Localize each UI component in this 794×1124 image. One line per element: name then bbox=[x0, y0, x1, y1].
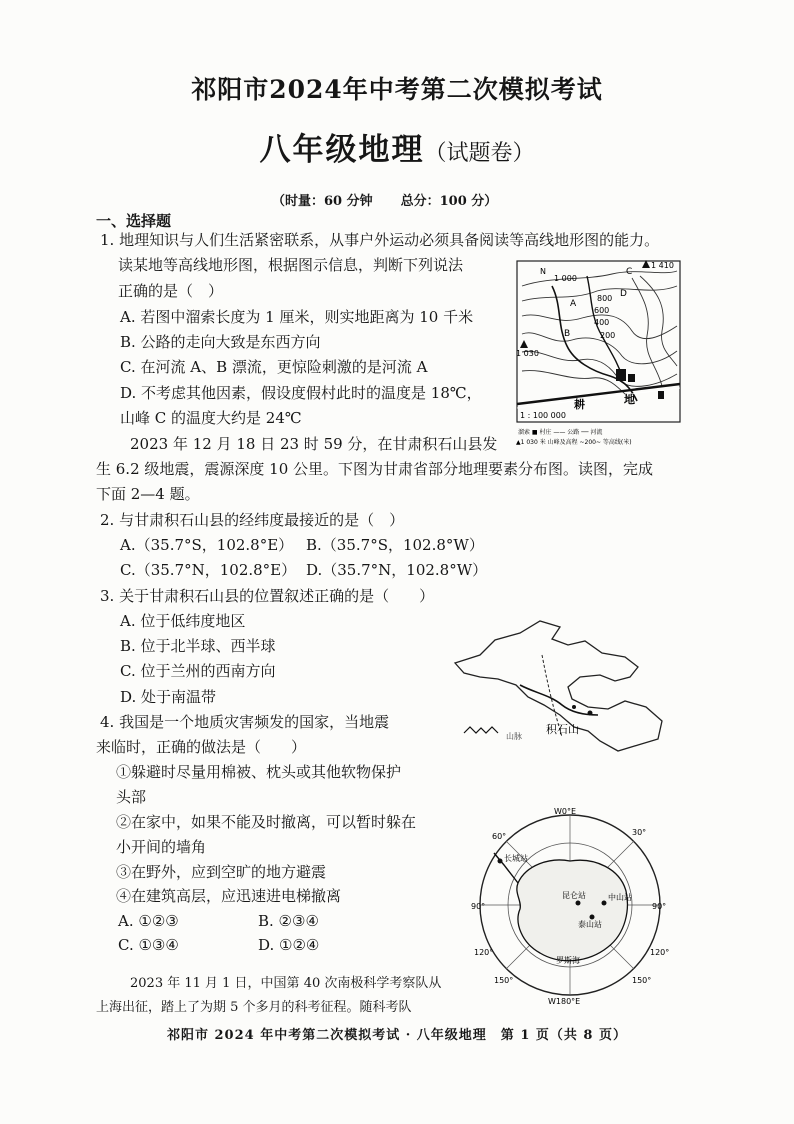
q2-option-c: C.（35.7°N，102.8°E） bbox=[120, 561, 297, 579]
q3-option-a: A. 位于低纬度地区 bbox=[120, 612, 246, 630]
meridian-150-east: 150° bbox=[632, 976, 652, 985]
passage1-line2: 生 6.2 级地震，震源深度 10 公里。下图为甘肃省部分地理要素分布图。读图，完成 bbox=[96, 460, 654, 478]
passage1-line3: 下面 2—4 题。 bbox=[96, 485, 200, 503]
meridian-120-west: 120° bbox=[474, 948, 494, 957]
q4-option-c: C. ①③④ bbox=[118, 936, 179, 954]
map-legend-1: 溜索 ■ 村庄 —— 公路 ── 河流 bbox=[518, 429, 603, 436]
map-legend-2: ▲1 030 米 山峰及高程 ~200~ 等高线(米) bbox=[516, 439, 632, 446]
q1-stem-line3: 正确的是（ ） bbox=[118, 282, 224, 300]
station-kunlun: 昆仑站 bbox=[562, 891, 586, 900]
meridian-90-west: 90° bbox=[471, 902, 486, 911]
q1-option-c: C. 在河流 A、B 漂流，更惊险刺激的是河流 A bbox=[120, 358, 428, 376]
q4-stem-line2: 来临时，正确的做法是（ ） bbox=[96, 738, 307, 756]
meridian-180: W180°E bbox=[548, 997, 581, 1005]
q3-option-b: B. 位于北半球、西半球 bbox=[120, 637, 276, 655]
q4-item-2: ②在家中，如果不能及时撤离，可以暂时躲在 bbox=[116, 813, 417, 831]
subject-suffix: （试题卷） bbox=[424, 141, 535, 166]
q1-option-a: A. 若图中溜索长度为 1 厘米，则实地距离为 10 千米 bbox=[120, 308, 474, 326]
gansu-label-mountain: 山脉 bbox=[506, 732, 522, 741]
map-north: N bbox=[540, 267, 546, 276]
station-zhongshan: 中山站 bbox=[608, 893, 632, 902]
gansu-label-jishishan: 积石山 bbox=[546, 723, 579, 736]
meridian-60: 60° bbox=[492, 832, 507, 841]
antarctica-map bbox=[470, 805, 670, 1005]
meridian-0: W0°E bbox=[554, 807, 577, 816]
subject-title bbox=[0, 124, 794, 169]
q4-item-4: ④在建筑高层，应迅速进电梯撤离 bbox=[116, 887, 342, 905]
map-left-elev: 1 030 bbox=[516, 349, 539, 358]
q3-option-d: D. 处于南温带 bbox=[120, 688, 217, 706]
map-elev-1000: 1 000 bbox=[554, 274, 577, 283]
time-limit: （时量：60 分钟 bbox=[272, 194, 373, 209]
meridian-150-west: 150° bbox=[494, 976, 514, 985]
q3-option-c: C. 位于兰州的西南方向 bbox=[120, 662, 276, 680]
gansu-map bbox=[450, 615, 675, 765]
meridian-120-east: 120° bbox=[650, 948, 670, 957]
station-taishan: 泰山站 bbox=[578, 920, 602, 929]
map-elev-600: 600 bbox=[594, 306, 610, 315]
page-footer: 祁阳市 2024 年中考第二次模拟考试 · 八年级地理 第 1 页（共 8 页） bbox=[166, 1028, 627, 1043]
map-label-d: D bbox=[620, 289, 627, 299]
exam-title: 祁阳市2024年中考第二次模拟考试 bbox=[191, 75, 603, 104]
contour-map bbox=[512, 256, 687, 448]
time-score-info bbox=[272, 190, 497, 209]
q1-option-d-cont: 山峰 C 的温度大约是 24℃ bbox=[120, 409, 302, 427]
map-farm-2: 地 bbox=[624, 393, 635, 406]
meridian-90-east: 90° bbox=[652, 902, 667, 911]
map-label-b: B bbox=[564, 329, 571, 339]
passage2-line2: 上海出征，踏上了为期 5 个多月的科考征程。随科考队 bbox=[96, 1000, 412, 1015]
q4-item-3: ③在野外，应到空旷的地方避震 bbox=[116, 863, 327, 881]
q2-option-a: A.（35.7°S，102.8°E） bbox=[120, 536, 294, 554]
q4-option-a: A. ①②③ bbox=[118, 912, 179, 930]
ross-sea: 罗斯海 bbox=[556, 956, 580, 965]
passage2-line1: 2023 年 11 月 1 日，中国第 40 次南极科学考察队从 bbox=[130, 976, 442, 991]
q1-option-d: D. 不考虑其他因素，假设度假村此时的温度是 18℃， bbox=[120, 384, 482, 402]
meridian-30: 30° bbox=[632, 828, 647, 837]
q2-option-d: D.（35.7°N，102.8°W） bbox=[306, 561, 488, 579]
q2-stem: 2. 与甘肃积石山县的经纬度最接近的是（ ） bbox=[100, 511, 405, 529]
q1-option-b: B. 公路的走向大致是东西方向 bbox=[120, 333, 321, 351]
map-elev-200: 200 bbox=[600, 331, 616, 340]
q4-item-1-cont: 头部 bbox=[116, 788, 147, 806]
q3-stem: 3. 关于甘肃积石山县的位置叙述正确的是（ ） bbox=[100, 587, 435, 605]
map-farm: 耕 bbox=[574, 398, 585, 411]
subject-name: 八年级地理 bbox=[259, 132, 425, 168]
q4-item-1: ①躲避时尽量用棉被、枕头或其他软物保护 bbox=[116, 763, 402, 781]
q4-option-b: B. ②③④ bbox=[258, 912, 319, 930]
map-scale: 1 : 100 000 bbox=[520, 411, 566, 420]
map-label-a: A bbox=[570, 299, 577, 309]
map-top-elev: 1 410 bbox=[651, 261, 674, 270]
passage1-line1: 2023 年 12 月 18 日 23 时 59 分，在甘肃积石山县发 bbox=[130, 435, 498, 453]
total-score: 总分：100 分） bbox=[400, 194, 498, 209]
q1-stem-line2: 读某地等高线地形图，根据图示信息，判断下列说法 bbox=[118, 256, 464, 274]
map-elev-400: 400 bbox=[594, 318, 610, 327]
q4-item-2-cont: 小开间的墙角 bbox=[116, 838, 207, 856]
section-heading: 一、选择题 bbox=[96, 212, 172, 230]
q4-stem-line1: 4. 我国是一个地质灾害频发的国家，当地震 bbox=[100, 713, 390, 731]
station-changcheng: 长城站 bbox=[504, 854, 528, 863]
map-elev-800: 800 bbox=[597, 294, 613, 303]
q1-stem-line1: 1. 地理知识与人们生活紧密联系，从事户外运动必须具备阅读等高线地形图的能力。 bbox=[100, 231, 660, 249]
map-label-c: C bbox=[626, 267, 633, 277]
q4-option-d: D. ①②④ bbox=[258, 936, 320, 954]
q2-option-b: B.（35.7°S，102.8°W） bbox=[306, 536, 484, 554]
